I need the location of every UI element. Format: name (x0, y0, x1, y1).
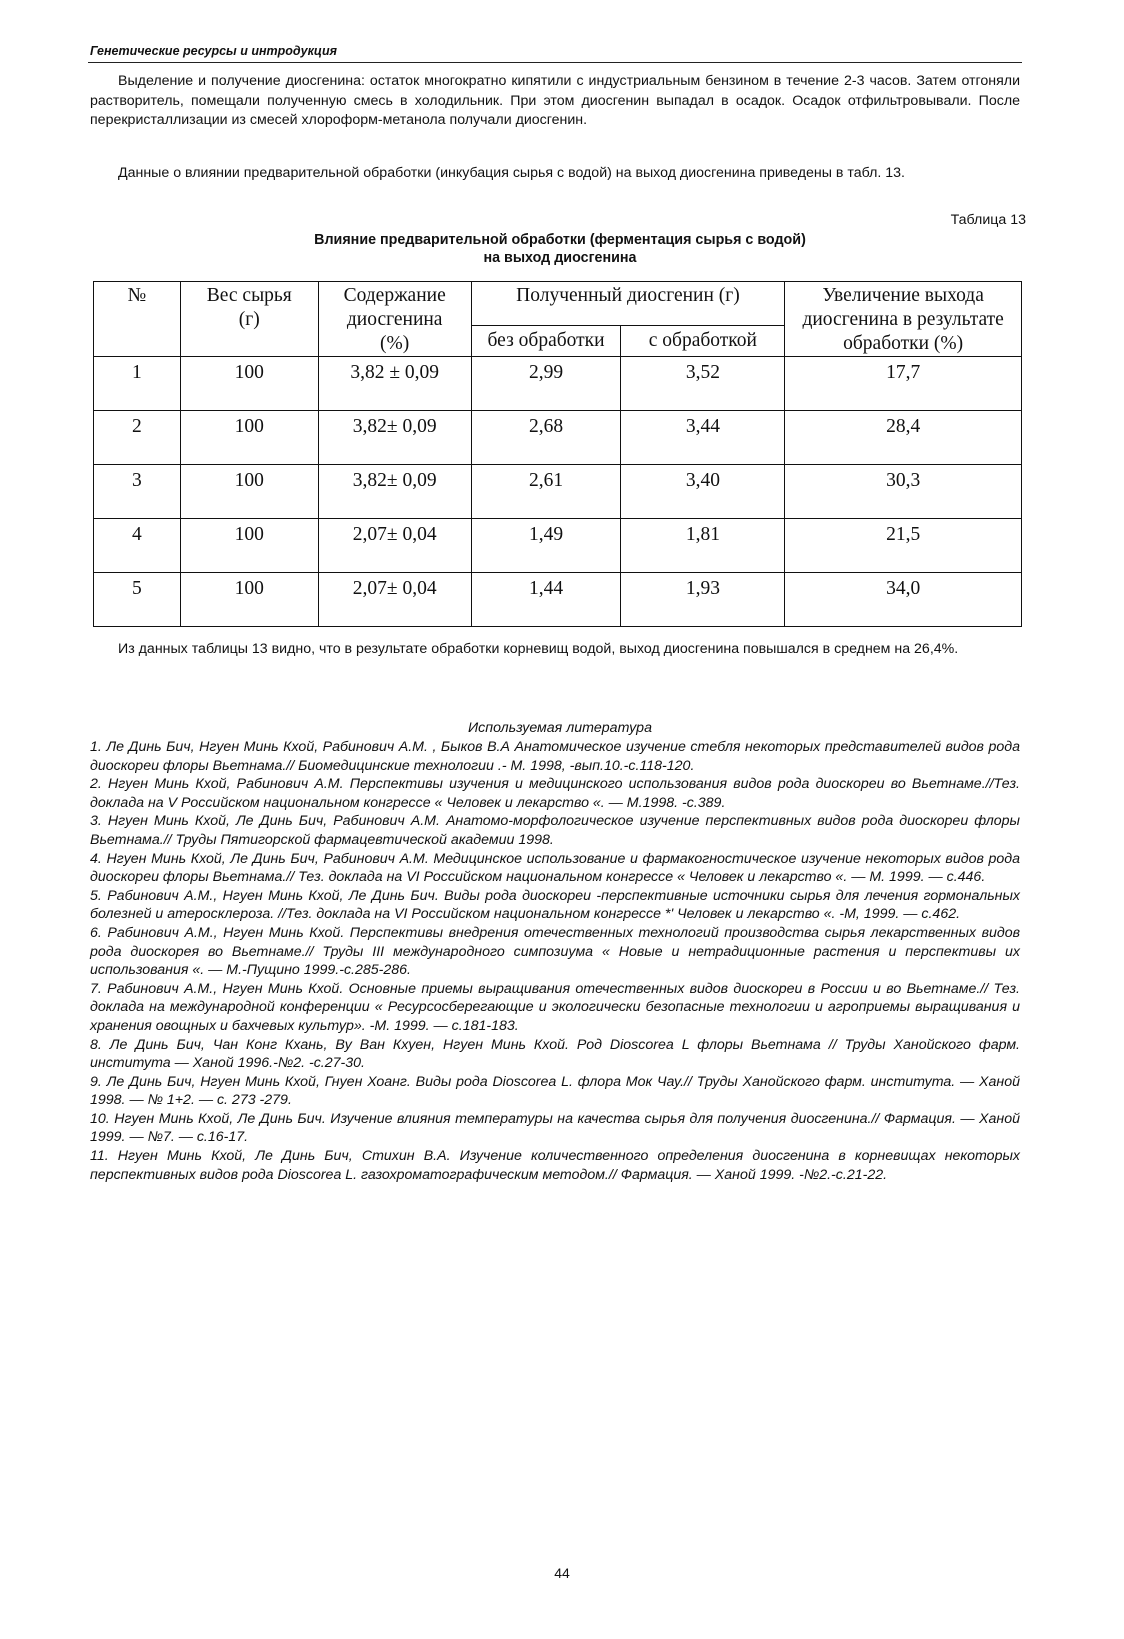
cell-weight: 100 (180, 357, 318, 411)
data-table (93, 281, 1022, 627)
references-title: Используемая литература (468, 720, 652, 736)
cell-increase: 30,3 (785, 465, 1022, 519)
cell-content: 2,07± 0,04 (318, 573, 471, 627)
table-row (94, 411, 1022, 465)
cell-without: 2,61 (471, 465, 621, 519)
table-row (94, 357, 1022, 411)
cell-without: 2,68 (471, 411, 621, 465)
page-number: 44 (554, 1565, 570, 1581)
header-increase: Увеличение выхода диосгенина в результате обработки (%) (785, 282, 1022, 357)
table-row (94, 519, 1022, 573)
cell-num: 5 (94, 573, 181, 627)
header-num: № (94, 282, 181, 357)
cell-increase: 34,0 (785, 573, 1022, 627)
cell-content: 3,82± 0,09 (318, 411, 471, 465)
cell-without: 1,49 (471, 519, 621, 573)
cell-increase: 21,5 (785, 519, 1022, 573)
header-obtained: Полученный диосгенин (г) (471, 282, 785, 326)
table-caption (100, 231, 1020, 267)
reference-item: 6. Рабинович А.М., Нгуен Минь Кхой. Перспективы внедрения отечественных технологий производства сырья лекарственных видов рода диоскорея во Вьетнаме.// Труды III международного симпозиума « Новые и нетрадиционные растения и перспективы их использования «. — М.-Пущино 1999.-с.285-286. (90, 924, 1020, 979)
cell-weight: 100 (180, 519, 318, 573)
cell-weight: 100 (180, 573, 318, 627)
cell-weight: 100 (180, 465, 318, 519)
table-caption-line1: Влияние предварительной обработки (ферментация сырья с водой) (314, 232, 806, 248)
cell-content: 3,82± 0,09 (318, 465, 471, 519)
cell-weight: 100 (180, 411, 318, 465)
cell-with: 1,81 (621, 519, 785, 573)
cell-num: 3 (94, 465, 181, 519)
reference-item: 3. Нгуен Минь Кхой, Ле Динь Бич, Рабинович А.М. Анатомо-морфологическое изучение перспективных видов рода диоскореи флоры Вьетнама.// Труды Пятигорской фармацевтической академии 1998. (90, 813, 1020, 848)
references-list (90, 738, 1020, 1184)
cell-increase: 28,4 (785, 411, 1022, 465)
reference-item: 2. Нгуен Минь Кхой, Рабинович А.М. Перспективы изучения и медицинского использования видов рода диоскореи во Вьетнаме.//Тез. доклада на V Российском национальном конгрессе « Человек и лекарство «. — М.1998. -с.389. (90, 776, 1020, 811)
cell-with: 3,44 (621, 411, 785, 465)
cell-increase: 17,7 (785, 357, 1022, 411)
header-rule (88, 62, 1022, 63)
table-label: Таблица 13 (950, 212, 1026, 228)
running-header: Генетические ресурсы и интродукция (90, 44, 337, 58)
cell-without: 1,44 (471, 573, 621, 627)
paragraph-extraction: Выделение и получение диосгенина: остаток многократно кипятили с индустриальным бензином в течение 2-3 часов. Затем отгоняли растворитель, помещали полученную смесь в холодильник. При этом диосгенин выпадал в осадок. Осадок отфильтровывали. После перекристаллизации из смесей хлороформ-метанола получали диосгенин. (90, 73, 1020, 128)
cell-content: 3,82 ± 0,09 (318, 357, 471, 411)
cell-num: 2 (94, 411, 181, 465)
cell-num: 4 (94, 519, 181, 573)
reference-item: 8. Ле Динь Бич, Чан Конг Кхань, Ву Ван Кхуен, Нгуен Минь Кхой. Род Dioscorea L флоры Вьетнама // Труды Ханойского фарм. института — Ханой 1996.-№2. -с.27-30. (90, 1036, 1020, 1072)
header-weight: Вес сырья (г) (180, 282, 318, 357)
cell-num: 1 (94, 357, 181, 411)
reference-item: 5. Рабинович А.М., Нгуен Минь Кхой, Ле Динь Бич. Виды рода диоскореи -перспективные источники сырья для лечения гормональных болезней и атеросклероза. //Тез. доклада на VI Российском национальном конгрессе *' Человек и лекарство «. -М, 1999. — с.462. (90, 887, 1020, 923)
paragraph-table-intro: Данные о влиянии предварительной обработки (инкубация сырья с водой) на выход диосгенина приведены в табл. 13. (118, 165, 905, 181)
reference-item: 7. Рабинович А.М., Нгуен Минь Кхой. Основные приемы выращивания отечественных видов диоскореи в России и во Вьетнаме.// Тез. доклада на международной конференции « Ресурсосберегающие и экологически безопасные технологии и агроприемы выращивания и хранения овощных и бахчевых культур». -М. 1999. — с.181-183. (90, 980, 1020, 1034)
cell-without: 2,99 (471, 357, 621, 411)
paragraph-conclusion: Из данных таблицы 13 видно, что в результате обработки корневищ водой, выход диосгенина повышался в среднем на 26,4%. (118, 641, 959, 657)
reference-item: 11. Нгуен Минь Кхой, Ле Динь Бич, Стихин В.А. Изучение количественного определения диосгенина в корневищах некоторых перспективных видов рода Dioscorea L. газохроматографическим методом.// Фармация. — Ханой 1999. -№2.-с.21-22. (90, 1148, 1020, 1183)
reference-item: 9. Ле Динь Бич, Нгуен Минь Кхой, Гнуен Хоанг. Виды рода Dioscorea L. флора Мок Чау.// Труды Ханойского фарм. института. — Ханой 1998. — № 1+2. — с. 273 -279. (90, 1073, 1020, 1109)
table-caption-line2: на выход диосгенина (483, 250, 637, 266)
cell-with: 1,93 (621, 573, 785, 627)
header-content: Содержание диосгенина (%) (318, 282, 471, 357)
reference-item: 4. Нгуен Минь Кхой, Ле Динь Бич, Рабинович А.М. Медицинское использование и фармакогностическое изучение некоторых видов рода диоскореи флоры Вьетнама.// Тез. доклада на VI Российском национальном конгрессе « Человек и лекарство «. — М. 1999. — с.446. (90, 850, 1020, 886)
header-with: с обработкой (621, 326, 785, 357)
reference-item: 10. Нгуен Минь Кхой, Ле Динь Бич. Изучение влияния температуры на качества сырья для получения диосгенина.// Фармация. — Ханой 1999. — №7. — с.16-17. (90, 1110, 1020, 1146)
cell-with: 3,40 (621, 465, 785, 519)
header-without: без обработки (471, 326, 621, 357)
table-row (94, 573, 1022, 627)
reference-item: 1. Ле Динь Бич, Нгуен Минь Кхой, Рабинович А.М. , Быков В.А Анатомическое изучение стебля некоторых представителей видов рода диоскореи флоры Вьетнама.// Биомедицинские технологии .- М. 1998, -вып.10.-с.118-120. (90, 739, 1020, 774)
cell-content: 2,07± 0,04 (318, 519, 471, 573)
cell-with: 3,52 (621, 357, 785, 411)
table-row (94, 465, 1022, 519)
